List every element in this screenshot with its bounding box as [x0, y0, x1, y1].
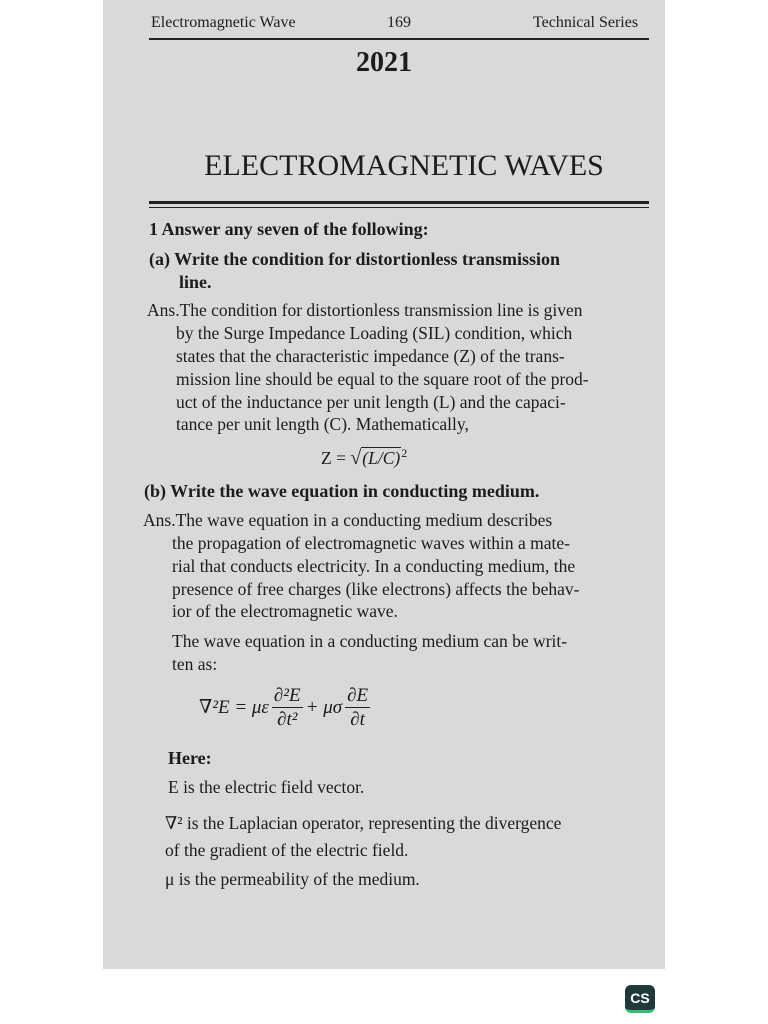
title-rule-thick	[149, 201, 649, 204]
question-a-line2: line.	[179, 272, 212, 292]
answer-a-line: states that the characteristic impedance (Z) of the trans-	[176, 346, 565, 366]
instruction: 1 Answer any seven of the following:	[149, 219, 429, 239]
running-header-left: Electromagnetic Wave	[151, 14, 296, 31]
eq-b-frac2-num: ∂E	[347, 685, 369, 706]
definition-line: E is the electric field vector.	[168, 777, 365, 797]
answer-b-line: Ans.The wave equation in a conducting medium describes	[143, 510, 553, 530]
page-number: 169	[387, 14, 411, 31]
eq-a-exponent: 2	[401, 446, 408, 460]
eq-b-frac1-num: ∂²E	[273, 685, 301, 706]
paragraph-line: ten as:	[172, 654, 218, 674]
camscanner-logo: CS	[625, 985, 655, 1013]
answer-b-line: presence of free charges (like electrons) affects the behav-	[172, 579, 580, 599]
definition-line: of the gradient of the electric field.	[165, 840, 409, 860]
eq-b-fraction-2	[345, 686, 370, 729]
exam-year: 2021	[356, 47, 412, 78]
eq-b-fraction-1	[272, 686, 303, 729]
eq-b-lhs: ∇²E = με	[199, 697, 269, 718]
sqrt-icon: √	[350, 446, 362, 469]
answer-b-line: the propagation of electromagnetic waves within a mate-	[172, 533, 570, 553]
answer-b-line: rial that conducts electricity. In a conducting medium, the	[172, 556, 576, 576]
answer-a-line: by the Surge Impedance Loading (SIL) condition, which	[176, 323, 573, 343]
answer-a-line: uct of the inductance per unit length (L) and the capaci-	[176, 392, 566, 412]
eq-b-frac1-den: ∂t²	[277, 709, 298, 730]
eq-b-frac2-den: ∂t	[350, 709, 365, 730]
question-a-line1: (a) Write the condition for distortionless transmission	[149, 249, 561, 269]
scanned-page	[103, 0, 665, 969]
answer-a-line: tance per unit length (C). Mathematically,	[176, 414, 469, 434]
definition-line: μ is the permeability of the medium.	[165, 869, 420, 889]
answer-b-line: ior of the electromagnetic wave.	[172, 601, 398, 621]
answer-a-line: mission line should be equal to the square root of the prod-	[176, 369, 589, 389]
answer-a-line: Ans.The condition for distortionless transmission line is given	[147, 300, 583, 320]
definition-line: ∇² is the Laplacian operator, representing the divergence	[165, 813, 562, 833]
chapter-title: ELECTROMAGNETIC WAVES	[204, 149, 604, 182]
equation-impedance	[321, 446, 407, 470]
question-b: (b) Write the wave equation in conducting medium.	[144, 481, 540, 501]
eq-a-radicand: (L/C)	[362, 447, 401, 468]
running-header-right: Technical Series	[533, 14, 639, 31]
title-rule-thin	[149, 207, 649, 208]
header-rule	[149, 38, 649, 40]
paragraph-line: The wave equation in a conducting medium can be writ-	[172, 631, 568, 651]
eq-a-lhs: Z =	[321, 447, 346, 468]
here-label: Here:	[168, 748, 212, 768]
equation-wave	[199, 686, 370, 729]
eq-b-plus-term: + μσ	[305, 696, 343, 718]
